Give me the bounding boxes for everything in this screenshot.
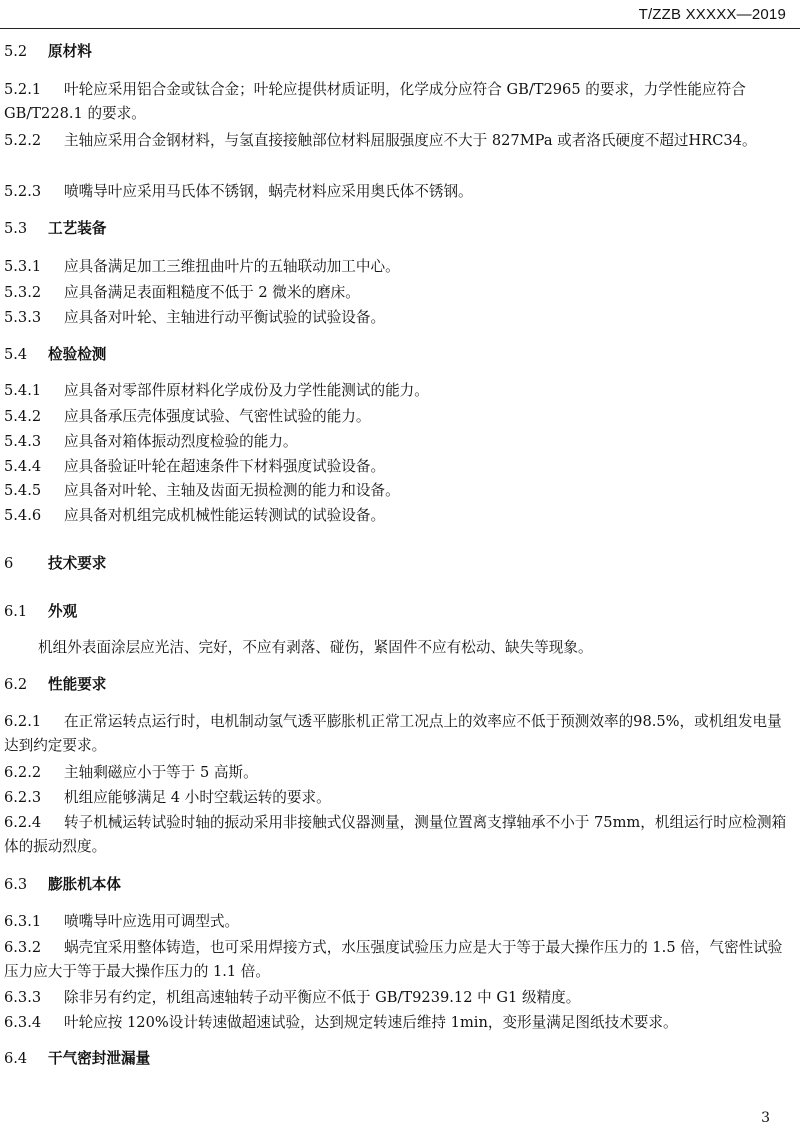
section-number: 6.1 [4, 603, 28, 620]
clause [4, 504, 792, 528]
clause-number: 5.3.2 [4, 284, 42, 301]
clause [4, 455, 792, 479]
document-code: T/ZZB XXXXX—2019 [638, 6, 786, 23]
clause-text: 应具备对零部件原材料化学成份及力学性能测试的能力。 [64, 382, 429, 399]
page-number: 3 [761, 1110, 770, 1126]
section-number: 6.3 [4, 876, 28, 893]
clause-text: 在正常运转点运行时，电机制动氢气透平膨胀机正常工况点上的效率应不低于预测效率的98.5%，或机组发电量达到约定要求。 [4, 713, 782, 754]
clause [4, 129, 792, 153]
clause-text: 应具备满足加工三维扭曲叶片的五轴联动加工中心。 [64, 258, 400, 275]
clause [4, 306, 792, 330]
section-title: 工艺装备 [48, 220, 107, 237]
clause-text: 叶轮应采用铝合金或钛合金；叶轮应提供材质证明，化学成分应符合 GB/T2965 的要求，力学性能应符合 GB/T228.1 的要求。 [4, 81, 746, 122]
clause-number: 6.3.1 [4, 913, 42, 930]
section-number: 5.2 [4, 43, 28, 60]
clause [4, 281, 792, 305]
clause-number: 5.4.5 [4, 482, 42, 499]
clause-number: 6.2.3 [4, 789, 42, 806]
section-heading [4, 673, 792, 697]
clause-number: 6.3.3 [4, 989, 42, 1006]
clause-text: 应具备满足表面粗糙度不低于 2 微米的磨床。 [64, 284, 360, 301]
clause [4, 761, 792, 785]
clause-text: 喷嘴导叶应选用可调型式。 [64, 913, 240, 930]
clause-number: 5.4.4 [4, 458, 42, 475]
section-title: 膨胀机本体 [48, 876, 121, 893]
clause-text: 应具备对箱体振动烈度检验的能力。 [64, 433, 298, 450]
clause-number: 6.3.4 [4, 1014, 42, 1031]
section-title: 外观 [48, 603, 78, 620]
clause [4, 405, 792, 429]
section-heading [4, 600, 792, 624]
clause-number: 5.4.3 [4, 433, 42, 450]
clause [4, 255, 792, 279]
header-rule [0, 28, 800, 29]
section-heading [4, 552, 792, 576]
section-heading [4, 217, 792, 241]
clause [4, 936, 792, 984]
clause-text: 机组应能够满足 4 小时空载运转的要求。 [64, 789, 331, 806]
clause [4, 1011, 792, 1035]
section-number: 6.4 [4, 1050, 28, 1067]
section-number: 6 [4, 555, 14, 572]
section-title: 原材料 [48, 43, 92, 60]
clause-text: 蜗壳宜采用整体铸造，也可采用焊接方式，水压强度试验压力应是大于等于最大操作压力的 1.5 倍，气密性试验压力应大于等于最大操作压力的 1.1 倍。 [4, 939, 783, 980]
clause [4, 479, 792, 503]
clause [4, 986, 792, 1010]
section-title: 干气密封泄漏量 [48, 1050, 151, 1067]
clause [4, 78, 792, 126]
clause-text: 应具备对叶轮、主轴进行动平衡试验的试验设备。 [64, 309, 386, 326]
clause-number: 5.4.2 [4, 408, 42, 425]
clause-text: 主轴应采用合金钢材料，与氢直接接触部位材料屈服强度应不大于 827MPa 或者洛氏硬度不超过HRC34。 [64, 132, 757, 149]
clause [4, 786, 792, 810]
clause-number: 5.2.1 [4, 81, 42, 98]
paragraph: 机组外表面涂层应光洁、完好，不应有剥落、碰伤，紧固件不应有松动、缺失等现象。 [38, 639, 593, 656]
section-title: 性能要求 [48, 676, 107, 693]
clause [4, 811, 792, 859]
clause-number: 5.3.1 [4, 258, 42, 275]
clause-text: 应具备对叶轮、主轴及齿面无损检测的能力和设备。 [64, 482, 400, 499]
section-number: 5.4 [4, 346, 28, 363]
clause-text: 应具备对机组完成机械性能运转测试的试验设备。 [64, 507, 386, 524]
clause-number: 6.2.2 [4, 764, 42, 781]
section-number: 6.2 [4, 676, 28, 693]
clause [4, 430, 792, 454]
clause-number: 5.3.3 [4, 309, 42, 326]
section-heading [4, 1047, 792, 1071]
clause-text: 喷嘴导叶应采用马氏体不锈钢，蜗壳材料应采用奥氏体不锈钢。 [64, 183, 473, 200]
clause-number: 6.2.1 [4, 713, 42, 730]
section-heading [4, 873, 792, 897]
clause-text: 叶轮应按 120%设计转速做超速试验，达到规定转速后维持 1min，变形量满足图纸技术要求。 [64, 1014, 678, 1031]
section-heading [4, 343, 792, 367]
clause-number: 6.3.2 [4, 939, 42, 956]
clause [4, 180, 792, 204]
clause [4, 379, 792, 403]
clause-text: 应具备验证叶轮在超速条件下材料强度试验设备。 [64, 458, 386, 475]
clause-text: 主轴剩磁应小于等于 5 高斯。 [64, 764, 258, 781]
clause-number: 5.2.2 [4, 132, 42, 149]
clause-number: 5.4.1 [4, 382, 42, 399]
section-title: 检验检测 [48, 346, 107, 363]
section-heading [4, 40, 792, 64]
section-title: 技术要求 [48, 555, 107, 572]
clause-number: 5.4.6 [4, 507, 42, 524]
clause-text: 转子机械运转试验时轴的振动采用非接触式仪器测量，测量位置离支撑轴承不小于 75mm，机组运行时应检测箱体的振动烈度。 [4, 814, 787, 855]
clause-number: 5.2.3 [4, 183, 42, 200]
clause-text: 应具备承压壳体强度试验、气密性试验的能力。 [64, 408, 371, 425]
section-number: 5.3 [4, 220, 28, 237]
clause-text: 除非另有约定，机组高速轴转子动平衡应不低于 GB/T9239.12 中 G1 级精度。 [64, 989, 581, 1006]
clause [4, 910, 792, 934]
clause [4, 710, 792, 758]
clause-number: 6.2.4 [4, 814, 42, 831]
